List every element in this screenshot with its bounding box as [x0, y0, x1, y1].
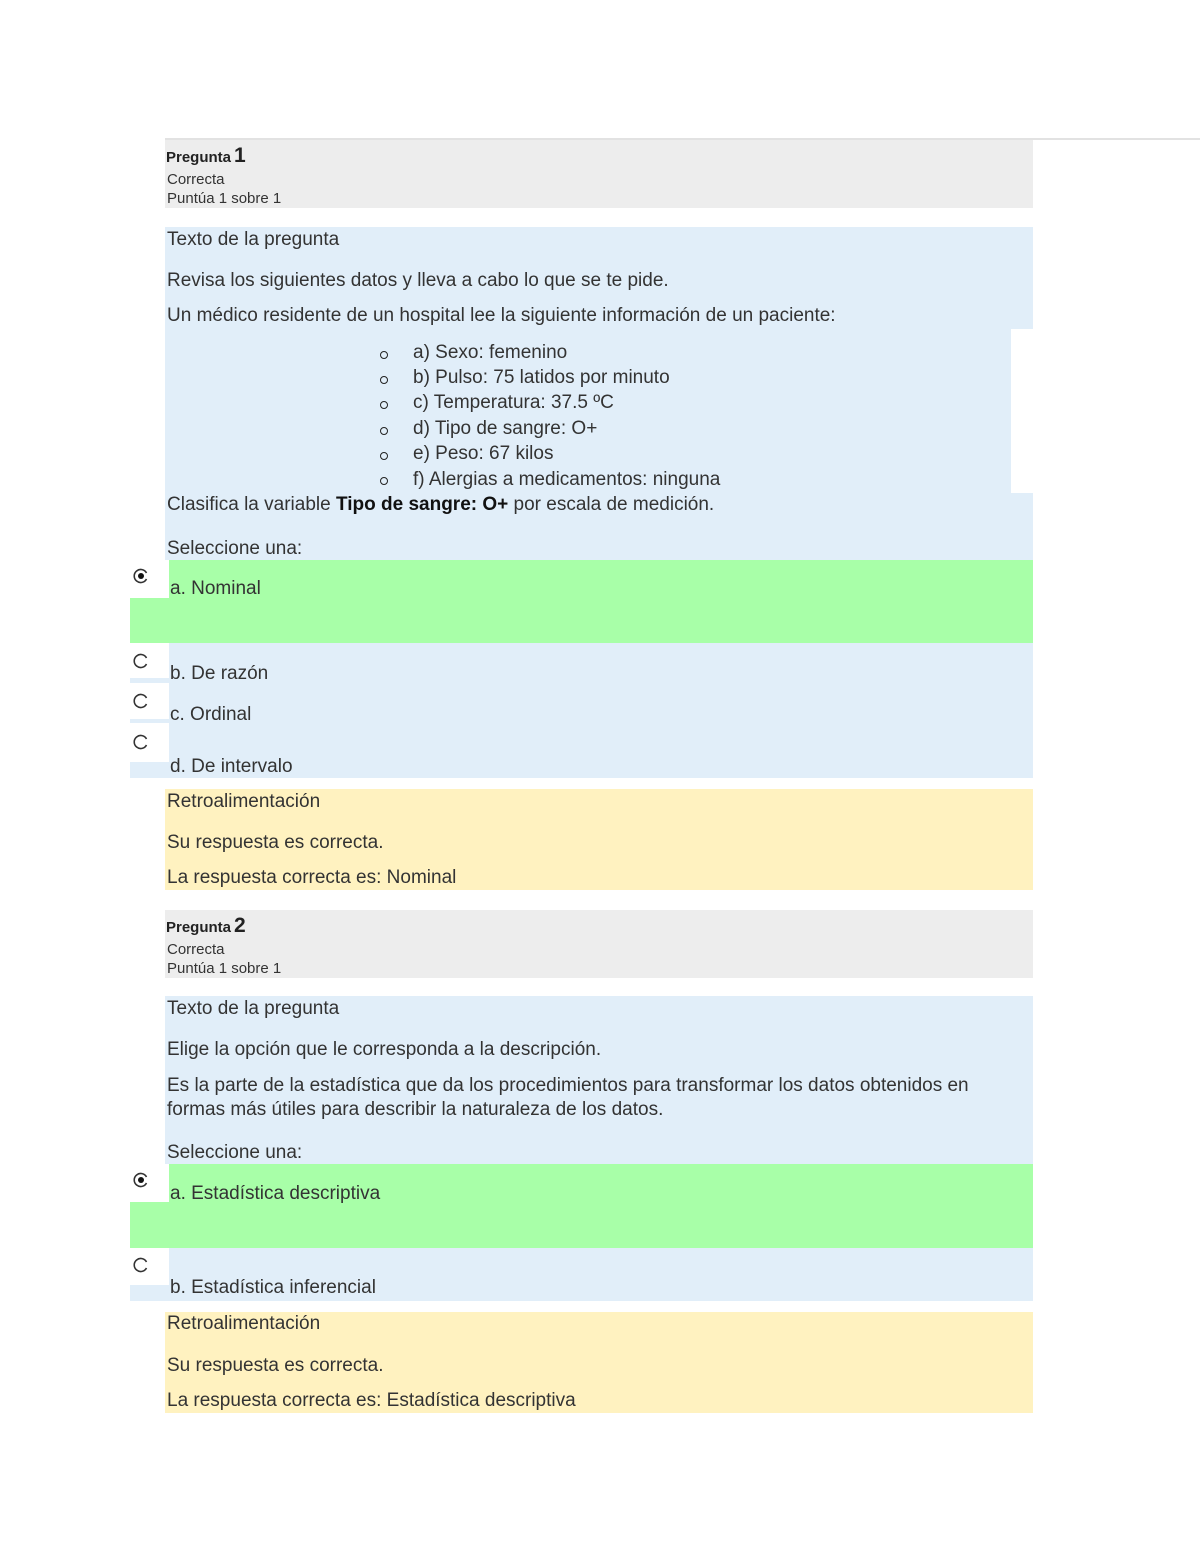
- question-1-data-item: c) Temperatura: 37.5 ºC: [413, 392, 614, 413]
- question-1-data-item: b) Pulso: 75 latidos por minuto: [413, 367, 670, 388]
- question-1-text-panel-left: [165, 329, 378, 493]
- question-1-data-item: f) Alergias a medicamentos: ninguna: [413, 469, 721, 490]
- radio-icon[interactable]: [132, 733, 150, 751]
- question-1-context: Un médico residente de un hospital lee la siguiente información de un paciente:: [167, 305, 836, 326]
- radio-icon[interactable]: [132, 1256, 150, 1274]
- question-2-option-a[interactable]: a. Estadística descriptiva: [170, 1183, 381, 1204]
- question-2-text-heading: Texto de la pregunta: [167, 998, 340, 1019]
- radio-selected-icon[interactable]: [132, 567, 150, 585]
- list-bullet: [380, 376, 388, 384]
- question-2-feedback-answer: La respuesta correcta es: Estadística descriptiva: [167, 1390, 576, 1411]
- question-1-option-a-correct[interactable]: [130, 560, 1033, 643]
- question-1-instruction: Clasifica la variable Tipo de sangre: O+ por escala de medición.: [167, 494, 715, 515]
- question-2-grade: Puntúa 1 sobre 1: [167, 960, 282, 977]
- question-1-data-item: d) Tipo de sangre: O+: [413, 418, 598, 439]
- question-1-options-panel-tail: [130, 762, 169, 778]
- list-bullet: [380, 452, 388, 460]
- question-2-number: 2: [234, 914, 246, 937]
- question-1-intro: Revisa los siguientes datos y lleva a cabo lo que se te pide.: [167, 270, 669, 291]
- question-1-info: [165, 140, 1033, 208]
- radio-row-divider: [130, 678, 169, 683]
- question-2-option-a-correct[interactable]: [130, 1164, 1033, 1248]
- question-2-info: [165, 910, 1033, 978]
- question-2-state: Correcta: [167, 941, 225, 958]
- question-1-options-panel: [169, 643, 1033, 778]
- question-1-variable-name: Tipo de sangre: O+: [335, 494, 509, 515]
- radio-selected-icon[interactable]: [132, 1171, 150, 1189]
- question-2-feedback-heading: Retroalimentación: [167, 1313, 321, 1334]
- radio-icon[interactable]: [132, 652, 150, 670]
- radio-row-divider: [130, 719, 169, 723]
- question-1-data-item: a) Sexo: femenino: [413, 342, 568, 363]
- question-1-option-a[interactable]: a. Nominal: [170, 578, 261, 599]
- question-2-label: Pregunta 2: [166, 914, 246, 937]
- question-2-feedback-result: Su respuesta es correcta.: [167, 1355, 384, 1376]
- question-1-text-heading: Texto de la pregunta: [167, 229, 340, 250]
- radio-icon[interactable]: [132, 692, 150, 710]
- question-1-feedback-result: Su respuesta es correcta.: [167, 832, 384, 853]
- question-1-feedback-answer: La respuesta correcta es: Nominal: [167, 867, 457, 888]
- question-1-option-d[interactable]: d. De intervalo: [170, 756, 293, 777]
- list-bullet: [380, 351, 388, 359]
- question-1-option-c[interactable]: c. Ordinal: [170, 704, 252, 725]
- question-1-select-prompt: Seleccione una:: [167, 538, 303, 559]
- list-bullet: [380, 401, 388, 409]
- question-1-feedback-heading: Retroalimentación: [167, 791, 321, 812]
- question-1-list-gap: [1011, 329, 1033, 493]
- question-2-options-panel-tail: [130, 1285, 169, 1301]
- list-bullet: [380, 477, 388, 485]
- question-1-data-item: e) Peso: 67 kilos: [413, 443, 554, 464]
- question-1-grade: Puntúa 1 sobre 1: [167, 190, 282, 207]
- question-1-label: Pregunta 1: [166, 144, 246, 167]
- question-1-number: 1: [234, 144, 246, 167]
- question-2-option-b[interactable]: b. Estadística inferencial: [170, 1277, 376, 1298]
- question-1-state: Correcta: [167, 171, 225, 188]
- list-bullet: [380, 427, 388, 435]
- question-1-option-b[interactable]: b. De razón: [170, 663, 269, 684]
- question-2-select-prompt: Seleccione una:: [167, 1142, 303, 1163]
- question-2-intro: Elige la opción que le corresponda a la descripción.: [167, 1039, 602, 1060]
- question-2-description: Es la parte de la estadística que da los procedimientos para transformar los datos obtenidos en formas más útiles para describir la naturaleza de los datos.: [167, 1075, 969, 1120]
